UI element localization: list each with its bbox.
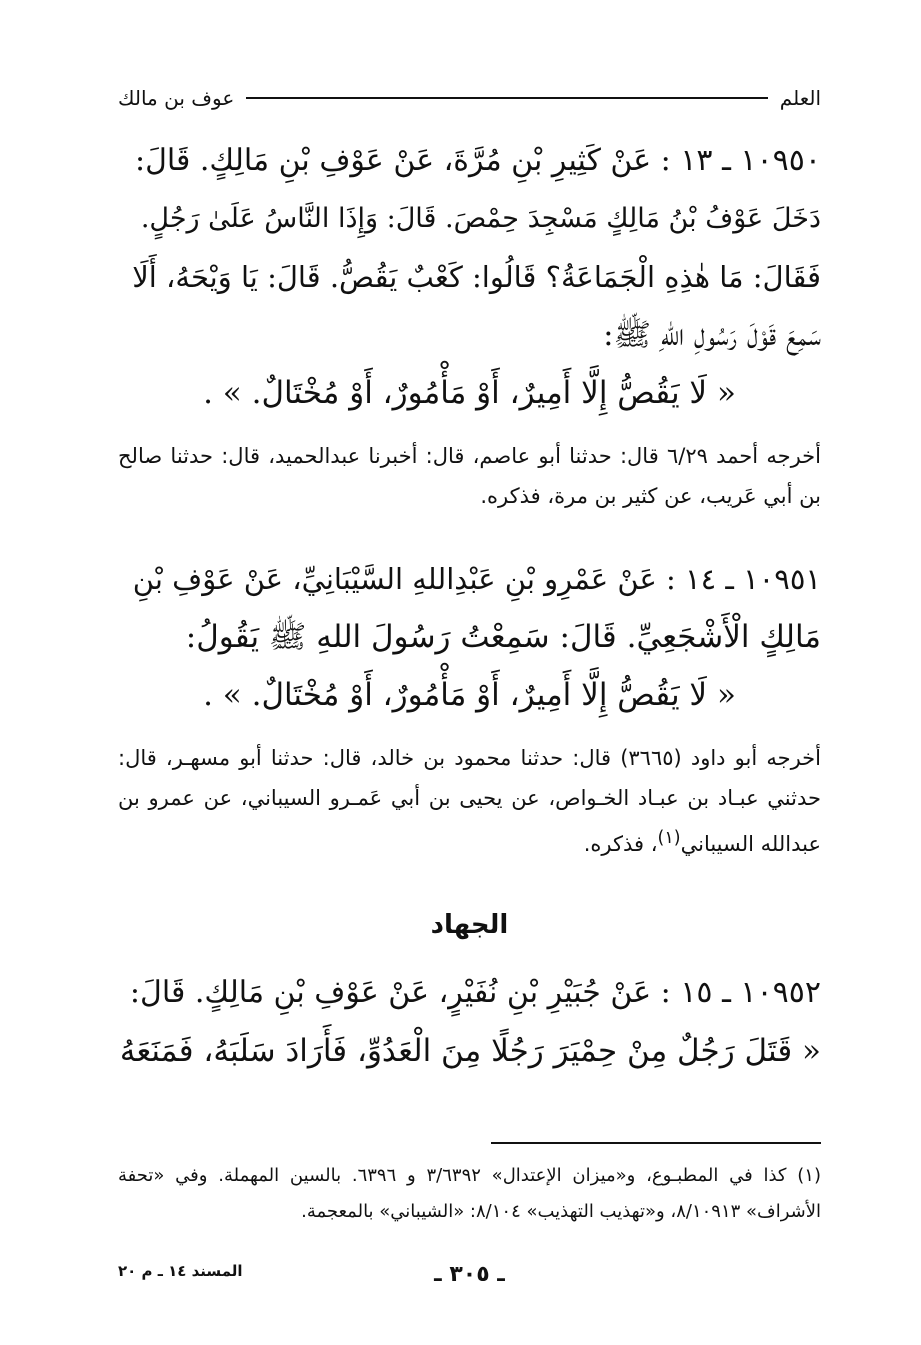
footnote-reference: (١) [657,828,681,848]
hadith-text-line: « قَتَلَ رَجُلٌ مِنْ حِمْيَرَ رَجُلًا مِنَ الْعَدُوِّ، فَأَرَادَ سَلَبَهُ، فَمَنَعَهُ [119,1033,821,1069]
hadith-block-1 [118,132,821,516]
header-section-title: العلم [779,86,821,110]
hadith-text-line: ١٠٩٥٠ ـ ١٣ : عَنْ كَثِيرِ بْنِ مُرَّةَ، عَنْ عَوْفِ بْنِ مَالِكٍ. قَالَ: [134,143,821,178]
takhrij-text-end: ، فذكره. [583,832,658,856]
spacer [118,516,821,550]
hadith-quote: « لَا يَقُصُّ إِلَّا أَمِيرٌ، أَوْ مَأْمُورٌ، أَوْ مُخْتَالٌ. » . [203,375,736,411]
hadith-quote: « لَا يَقُصُّ إِلَّا أَمِيرٌ، أَوْ مَأْمُورٌ، أَوْ مُخْتَالٌ. » . [203,677,736,713]
header-companion-name: عوف بن مالك [118,86,235,110]
signature-mark: المسند ١٤ ـ م ٢٠ [118,1262,243,1280]
hadith-text-line: ١٠٩٥٢ ـ ١٥ : عَنْ جُبَيْرِ بْنِ نُفَيْرٍ، عَنْ عَوْفِ بْنِ مَالِكٍ. قَالَ: [129,975,821,1010]
hadith-block-2 [118,550,821,864]
footnote: (١) كذا في المطبـوع، و«ميزان الإعتدال» ٣/٦٣٩٢ و ٦٣٩٦. بالسين المهملة. وفي «تحفة الأشراف» ٨/١٠٩١٣، و«تهذيب التهذيب» ٨/١٠٤: «الشيباني» بالمعجمة. [118,1165,821,1222]
page-footer [118,1262,821,1292]
footnote-separator [491,1142,821,1144]
hadith-text-line: فَقَالَ: مَا هٰذِهِ الْجَمَاعَةُ؟ قَالُوا: كَعْبٌ يَقُصُّ. قَالَ: يَا وَيْحَهُ، أَلَا [132,260,821,294]
chapter-heading: الجهاد [430,910,509,940]
takhrij-note: أخرجه أحمد ٦/٢٩ قال: حدثنا أبو عاصم، قال: أخبرنا عبدالحميد، قال: حدثنا صالح بن أبي عَريب، عن كثير بن مرة، فذكره. [118,444,821,508]
takhrij-note [118,738,821,864]
header-rule [246,97,768,99]
hadith-text-line: دَخَلَ عَوْفُ بْنُ مَالِكٍ مَسْجِدَ حِمْصَ. قَالَ: وَإِذَا النَّاسُ عَلَىٰ رَجُلٍ. [140,203,821,234]
hadith-block-3 [118,964,821,1080]
hadith-text-line: سَمِعَ قَوْلَ رَسُولِ اللهِ ﷺ: [603,317,821,353]
hadith-text-line: ١٠٩٥١ ـ ١٤ : عَنْ عَمْرِو بْنِ عَبْدِاللهِ السَّيْبَانِيِّ، عَنْ عَوْفِ بْنِ [132,562,821,596]
hadith-text-line: مَالِكٍ الْأَشْجَعِيِّ. قَالَ: سَمِعْتُ رَسُولَ اللهِ ﷺ يَقُولُ: [185,619,821,655]
takhrij-text: أخرجه أبو داود (٣٦٦٥) قال: حدثنا محمود بن خالد، قال: حدثنا أبو مسهـر، قال: حدثني عبـاد بن عبـاد الخـواص، عن يحيى بن أبي عَمـرو السيباني، عن عمرو بن عبدالله السيباني [118,746,821,856]
page-content [118,132,821,1080]
page-number: ـ ٣٠٥ ـ [434,1262,505,1287]
running-header [118,78,821,118]
